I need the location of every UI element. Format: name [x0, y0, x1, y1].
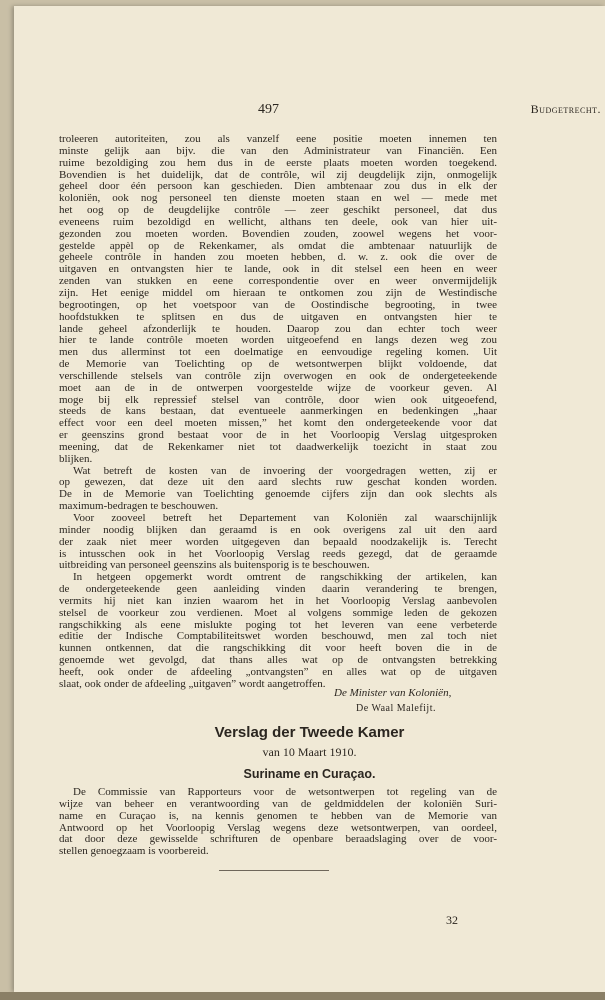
text-line: De Commissie van Rapporteurs voor de wetsontwerpen tot regeling van de	[73, 787, 497, 798]
text-line: zenden van stukken en eene correspondentie over en weer onvermijdelijk	[59, 276, 497, 288]
section-title: Verslag der Tweede Kamer	[214, 724, 405, 741]
paragraph-2	[59, 466, 497, 513]
scan-edge	[0, 992, 605, 1000]
text-line: minder noodig blijken dan geraamd is en ook overigens zal uit den aard	[59, 524, 497, 536]
text-line: meening, dat de Rekenkamer niet tot daadwerkelijk toezicht in staat zou	[59, 441, 497, 453]
signature-role: De Minister van Koloniën,	[334, 687, 452, 699]
text-line: kunnen ontkennen, dat die rangschikking dit voor heeft boven die in de	[59, 643, 497, 655]
text-line: Bovendien is het duidelijk, dat de contrôle, wil zij deugdelijk zijn, onmogelijk	[59, 169, 497, 181]
text-line: Voor zooveel betreft het Departement van Koloniën zal waarschijnlijk	[73, 513, 497, 524]
text-line: maximum-bedragen te beschouwen.	[59, 501, 219, 513]
text-line: De in de Memorie van Toelichting genoemde cijfers zijn dan ook slechts als	[59, 489, 497, 501]
text-line: rangschikking als eene mislukte poging tot het leveren van eene verbeterde	[59, 619, 497, 631]
section-subtitle: Suriname en Curaçao.	[243, 767, 376, 781]
document-page	[14, 6, 605, 992]
text-line: uitgaven en ontvangsten hier te lande, ook in dit stelsel een heen en weer	[59, 264, 497, 276]
text-line: In hetgeen opgemerkt wordt omtrent de rangschikking der artikelen, kan	[73, 572, 497, 584]
text-line: Wat betreft de kosten van de invoering der voorgedragen wetten, zij er	[73, 465, 497, 477]
text-line: op gewezen, dat deze uit den aard slechts ruw geschat konden worden.	[59, 477, 497, 489]
body-text-lower	[59, 787, 497, 858]
text-line: stellen genoegzaam is voorbereid.	[59, 846, 209, 858]
text-line: lande geheel afzonderlijk te houden. Daarop zou dan echter toch weer	[59, 323, 497, 335]
text-line: begrootingen, op het voetspoor van de Oostindische begrooting, in twee	[59, 299, 497, 311]
text-line: verschillende stelsels van contrôle zijn overwogen en ook de ondergeteekende	[59, 370, 497, 382]
text-line: vermits hij niet kan inzien waarom het in het Voorloopig Verslag aanbevolen	[59, 595, 497, 607]
text-line: gezonden zou moeten worden. Bovendien zouden, zoowel wegens het voor-	[59, 228, 497, 240]
text-line: koloniën, ook nog personeel ten dienste moeten staan en wel — mede met	[59, 193, 497, 205]
text-line: moet aan de in de ontwerpen voorgestelde wijze de voorkeur geven. Al	[59, 382, 497, 394]
text-line: blijken.	[59, 453, 93, 465]
running-head: Budgetrecht.	[530, 102, 601, 116]
text-line: hier te lande contrôle moeten worden uitgeoefend en langs dezen weg zou	[59, 335, 497, 347]
text-line: moge bij elk repressief stelsel van contrôle, door wien ook uitgeoefend,	[59, 394, 497, 406]
text-line: is intusschen ook in het Voorloopig Verslag reeds gezegd, dat de geraamde	[59, 548, 497, 560]
text-line: zijn. Het eenige middel om hieraan te ontkomen zou zijn de Westindische	[59, 287, 497, 299]
text-line: er geenszins grond bestaat voor de in het Voorloopig Verslag uitgesproken	[59, 430, 497, 442]
text-line: het oog op de deugdelijke contrôle — zeer geschikt personeel, dat dus	[59, 205, 497, 217]
sheet-number: 32	[446, 913, 458, 927]
text-line: editie der Indische Comptabiliteitswet worden beschouwd, men zal toch niet	[59, 631, 497, 643]
text-line: stelsel de voorkeur zou verdienen. Moet al volgens sommige leden de gekozen	[59, 607, 497, 619]
text-line: der zaak niet meer worden uitgegeven dan bepaald noodzakelijk is. Terecht	[59, 536, 497, 548]
text-line: minste gelijk aan bijv. die van den Administrateur van Financiën. Een	[59, 145, 497, 157]
text-line: men dus allerminst tot een doelmatige en eenvoudige regeling komen. Uit	[59, 347, 497, 359]
section-divider	[219, 870, 329, 871]
text-line: effect voor een deel moeten missen,” het komt den ondergeteekende voor dat	[59, 418, 497, 430]
page-number: 497	[258, 102, 279, 117]
text-line: gestelde appèl op de Rekenkamer, als omdat die ambtenaar natuurlijk de	[59, 240, 497, 252]
text-line: troleeren autoriteiten, zou als vanzelf eene positie moeten innemen ten	[59, 134, 497, 145]
signature-name: De Waal Malefijt.	[356, 703, 436, 714]
text-line: hoofdstukken te splitsen en dus de uitgaven en ontvangsten hier te	[59, 311, 497, 323]
text-line: name en Curaçao is, na kennis genomen te hebben van de Memorie van	[59, 810, 497, 822]
text-line: de ondergeteekende geen aanleiding vinden daarin verandering te brengen,	[59, 584, 497, 596]
text-line: heeft, ook onder de afdeeling „ontvangsten” en alles wat op de uitgaven	[59, 666, 497, 678]
paragraph-1	[59, 134, 497, 466]
text-line: geheele contrôle in handen zou moeten hebben, d. w. z. ook die over de	[59, 252, 497, 264]
text-line: eveneens ruim bezoldigd en wellicht, althans ten deele, ook van hier uit-	[59, 216, 497, 228]
body-text-upper	[59, 134, 497, 691]
paragraph-3	[59, 513, 497, 572]
text-line: uitbreiding van personeel geenszins als buitensporig is te beschouwen.	[59, 560, 370, 572]
text-line: geheel door één persoon kan geschieden. Dien ambtenaar zou dus in elk der	[59, 181, 497, 193]
paragraph-5	[59, 787, 497, 858]
text-line: steeds de kans bestaan, dat eventueele aanmerkingen en bedenkingen „haar	[59, 406, 497, 418]
page-header	[14, 102, 605, 120]
text-line: wijze van beheer en verantwoording van de geldmiddelen der koloniën Suri-	[59, 798, 497, 810]
text-line: Antwoord op het Voorloopig Verslag wegens deze wetsontwerpen, van oordeel,	[59, 822, 497, 834]
text-line: dat door deze gewisselde schrifturen de openbare beraadslaging over de voor-	[59, 834, 497, 846]
paragraph-4	[59, 572, 497, 690]
text-line: slaat, ook onder de afdeeling „uitgaven” wordt aangetroffen.	[59, 678, 326, 690]
text-line: ruime bezoldiging zou hem dus in de eerste plaats moeten worden toegekend.	[59, 157, 497, 169]
text-line: genoemde wet gevolgd, dat thans alles wat op de ontvangsten betrekking	[59, 655, 497, 667]
text-line: de Memorie van Toelichting op de wetsontwerpen blijkt voldoende, dat	[59, 359, 497, 371]
section-date: van 10 Maart 1910.	[262, 745, 357, 759]
